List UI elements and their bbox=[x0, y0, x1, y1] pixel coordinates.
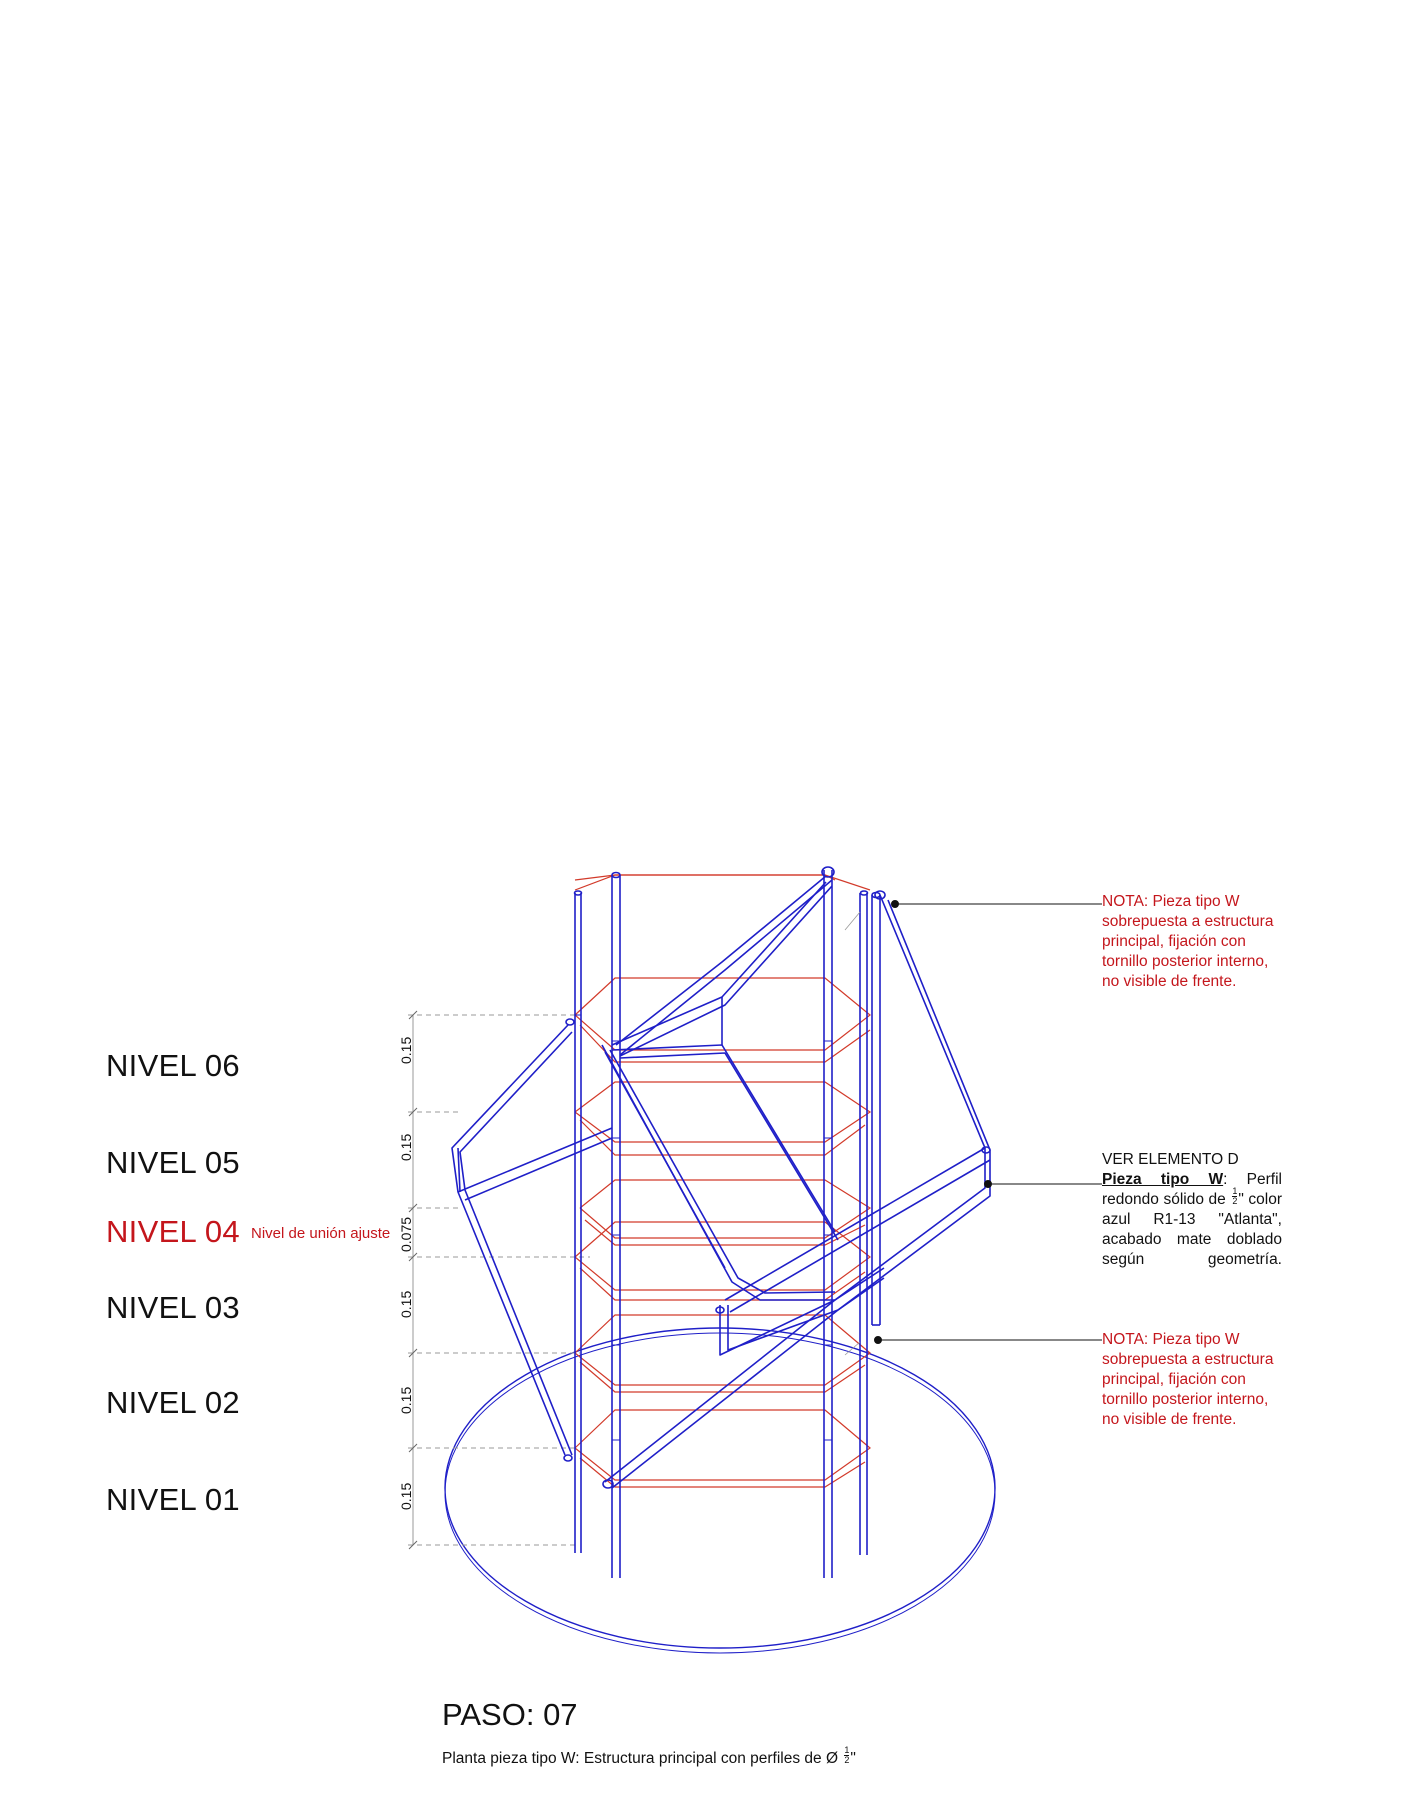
step-title: PASO: 07 bbox=[442, 1697, 578, 1732]
caption-text: Planta pieza tipo W: Estructura principal con perfiles de Ø bbox=[442, 1750, 843, 1767]
level-label-05: NIVEL 05 bbox=[106, 1145, 240, 1180]
level-label-01: NIVEL 01 bbox=[106, 1482, 240, 1517]
dimension-value: 0.15 bbox=[398, 1133, 414, 1161]
w-piece-bent-profile bbox=[452, 876, 990, 1488]
dimension-chain bbox=[408, 1011, 590, 1549]
note-line: tornillo posterior interno, bbox=[1102, 1391, 1269, 1408]
fraction-denominator: 2 bbox=[844, 1755, 850, 1766]
dimension-value: 0.15 bbox=[398, 1386, 414, 1414]
note-bottom bbox=[1102, 1330, 1273, 1430]
description-text-2: " color azul R1-13 "Atlanta", acabado mate doblado según geometría. bbox=[1102, 1191, 1283, 1268]
note-line: sobrepuesta a estructura bbox=[1102, 913, 1274, 930]
base-disc bbox=[445, 1328, 995, 1653]
element-reference: VER ELEMENTO D bbox=[1102, 1151, 1239, 1168]
piece-name: Pieza tipo W bbox=[1102, 1171, 1224, 1188]
note-line: tornillo posterior interno, bbox=[1102, 953, 1269, 970]
note-line: NOTA: Pieza tipo W bbox=[1102, 893, 1240, 910]
fraction-numerator: 1 bbox=[844, 1745, 850, 1756]
note-line: sobrepuesta a estructura bbox=[1102, 1351, 1274, 1368]
level-label-03: NIVEL 03 bbox=[106, 1290, 240, 1325]
step-caption bbox=[442, 1745, 856, 1768]
description-text-1: : Perfil redondo sólido de bbox=[1102, 1171, 1282, 1208]
note-line: principal, fijación con bbox=[1102, 1371, 1246, 1388]
level-label-06: NIVEL 06 bbox=[106, 1048, 240, 1083]
leader-lines bbox=[875, 901, 1103, 1344]
level-04-note: Nivel de unión ajuste bbox=[251, 1225, 391, 1242]
fraction-numerator: 1 bbox=[1232, 1186, 1238, 1197]
piece-description bbox=[1102, 1170, 1282, 1270]
fraction-denominator: 2 bbox=[1232, 1196, 1238, 1207]
fraction bbox=[844, 1746, 849, 1765]
note-line: NOTA: Pieza tipo W bbox=[1102, 1331, 1240, 1348]
level-label-04: NIVEL 04 bbox=[106, 1214, 240, 1249]
dimension-value: 0.15 bbox=[398, 1290, 414, 1318]
dimension-value: 0.15 bbox=[398, 1036, 414, 1064]
dimension-value: 0.15 bbox=[398, 1482, 414, 1510]
note-line: principal, fijación con bbox=[1102, 933, 1246, 950]
caption-suffix: " bbox=[850, 1750, 856, 1767]
dimension-value: 0.075 bbox=[398, 1216, 414, 1252]
level-label-02: NIVEL 02 bbox=[106, 1385, 240, 1420]
fraction bbox=[1232, 1187, 1237, 1206]
note-line: no visible de frente. bbox=[1102, 973, 1237, 990]
note-line: no visible de frente. bbox=[1102, 1411, 1237, 1428]
note-top bbox=[1102, 892, 1273, 992]
